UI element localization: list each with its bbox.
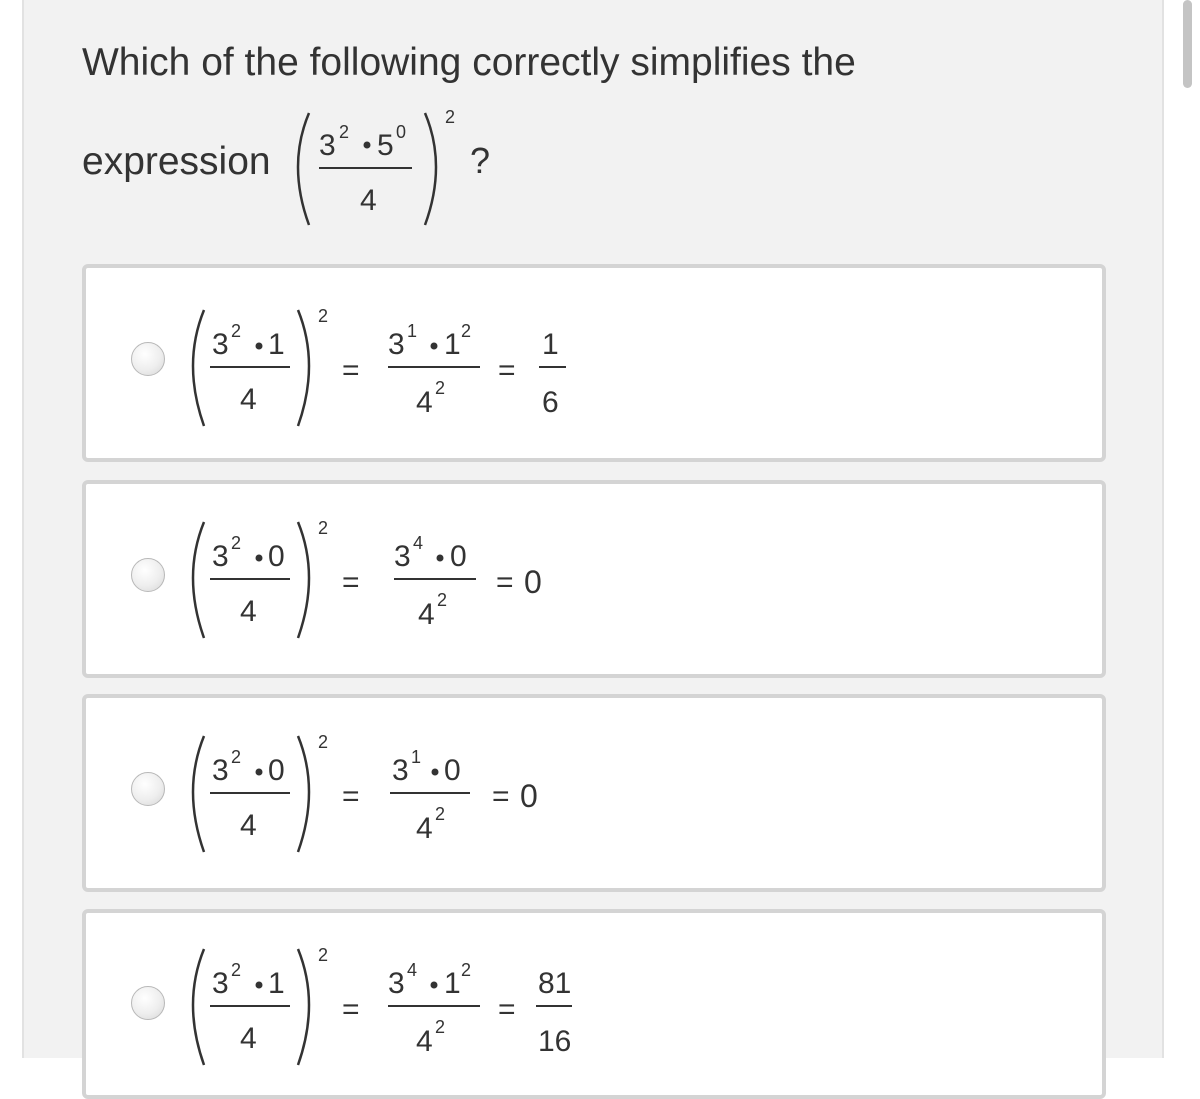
mid-num-exp: 4 xyxy=(413,533,424,553)
lhs-num-base: 3 xyxy=(212,754,229,787)
lhs-den: 4 xyxy=(240,1022,257,1055)
lhs-den: 4 xyxy=(240,383,257,416)
mid-num-base: 3 xyxy=(388,967,405,1000)
q-num-exp1: 2 xyxy=(339,122,350,142)
right-paren xyxy=(298,522,309,638)
radio-button[interactable] xyxy=(131,986,165,1020)
q-num-base2: 5 xyxy=(377,129,394,162)
equals-sign: = xyxy=(342,780,360,813)
equals-sign: = xyxy=(498,993,516,1026)
lhs-outer-exp: 2 xyxy=(318,732,329,752)
dot xyxy=(432,769,439,776)
equals-sign: = xyxy=(492,780,510,813)
equals-sign: = xyxy=(342,566,360,599)
mid-num-exp: 1 xyxy=(411,747,422,767)
mid-den-base: 4 xyxy=(418,598,435,631)
mid-num-base: 3 xyxy=(392,754,409,787)
mid-num-factor: 1 xyxy=(444,328,461,361)
dot xyxy=(431,982,438,989)
lhs-num-factor: 1 xyxy=(268,967,285,1000)
mid-den-base: 4 xyxy=(416,1025,433,1058)
right-paren xyxy=(298,310,309,426)
dot xyxy=(431,343,438,350)
dot xyxy=(364,142,371,149)
equals-sign: = xyxy=(498,354,516,387)
option-expression xyxy=(180,514,740,644)
mid-den-base: 4 xyxy=(416,812,433,845)
lhs-num-base: 3 xyxy=(212,967,229,1000)
right-paren xyxy=(298,949,309,1065)
answer-option-2[interactable] xyxy=(82,480,1106,678)
scrollbar-thumb[interactable] xyxy=(1183,0,1192,88)
mid-num-factor-exp: 2 xyxy=(461,960,472,980)
result-den: 6 xyxy=(542,386,559,419)
mid-num-base: 3 xyxy=(388,328,405,361)
result-den: 16 xyxy=(538,1025,572,1058)
equals-sign: = xyxy=(342,354,360,387)
q-num-exp2: 0 xyxy=(396,122,407,142)
question-expression xyxy=(285,100,470,230)
question-mark: ? xyxy=(470,140,491,181)
right-paren xyxy=(298,736,309,852)
dot xyxy=(256,982,263,989)
left-paren xyxy=(193,522,204,638)
left-paren xyxy=(193,310,204,426)
mid-num-exp: 4 xyxy=(407,960,418,980)
answer-option-4[interactable] xyxy=(82,909,1106,1099)
left-paren xyxy=(193,949,204,1065)
lhs-den: 4 xyxy=(240,595,257,628)
lhs-den: 4 xyxy=(240,809,257,842)
lhs-outer-exp: 2 xyxy=(318,306,329,326)
dot xyxy=(437,555,444,562)
mid-den-base: 4 xyxy=(416,386,433,419)
question-text-line1: Which of the following correctly simplifies the xyxy=(82,41,856,84)
result-value: 0 xyxy=(524,564,542,600)
mid-num-factor: 0 xyxy=(444,754,461,787)
mid-num-factor-exp: 2 xyxy=(461,321,472,341)
option-expression xyxy=(180,302,740,432)
result-value: 0 xyxy=(520,778,538,814)
lhs-num-exp: 2 xyxy=(231,960,242,980)
mid-den-exp: 2 xyxy=(435,378,446,398)
dot xyxy=(256,555,263,562)
option-expression xyxy=(180,941,740,1071)
left-paren xyxy=(298,113,309,225)
mid-num-base: 3 xyxy=(394,540,411,573)
lhs-num-base: 3 xyxy=(212,328,229,361)
radio-button[interactable] xyxy=(131,558,165,592)
lhs-num-exp: 2 xyxy=(231,533,242,553)
mid-num-exp: 1 xyxy=(407,321,418,341)
dot xyxy=(256,343,263,350)
lhs-num-factor: 0 xyxy=(268,540,285,573)
radio-button[interactable] xyxy=(131,342,165,376)
dot xyxy=(256,769,263,776)
result-num: 1 xyxy=(542,328,559,361)
lhs-num-factor: 0 xyxy=(268,754,285,787)
right-paren xyxy=(425,113,436,225)
option-expression xyxy=(180,728,740,858)
lhs-outer-exp: 2 xyxy=(318,518,329,538)
mid-den-exp: 2 xyxy=(435,804,446,824)
lhs-num-factor: 1 xyxy=(268,328,285,361)
lhs-num-exp: 2 xyxy=(231,747,242,767)
q-outer-exp: 2 xyxy=(445,107,456,127)
mid-den-exp: 2 xyxy=(435,1017,446,1037)
result-num: 81 xyxy=(538,967,572,1000)
lhs-outer-exp: 2 xyxy=(318,945,329,965)
answer-option-1[interactable] xyxy=(82,264,1106,462)
q-num-base1: 3 xyxy=(319,129,336,162)
mid-num-factor: 1 xyxy=(444,967,461,1000)
mid-den-exp: 2 xyxy=(437,590,448,610)
radio-button[interactable] xyxy=(131,772,165,806)
answer-option-3[interactable] xyxy=(82,694,1106,892)
lhs-num-base: 3 xyxy=(212,540,229,573)
q-den: 4 xyxy=(360,184,377,217)
equals-sign: = xyxy=(496,566,514,599)
lhs-num-exp: 2 xyxy=(231,321,242,341)
mid-num-factor: 0 xyxy=(450,540,467,573)
left-paren xyxy=(193,736,204,852)
equals-sign: = xyxy=(342,993,360,1026)
question-text-line2: expression xyxy=(82,140,271,183)
